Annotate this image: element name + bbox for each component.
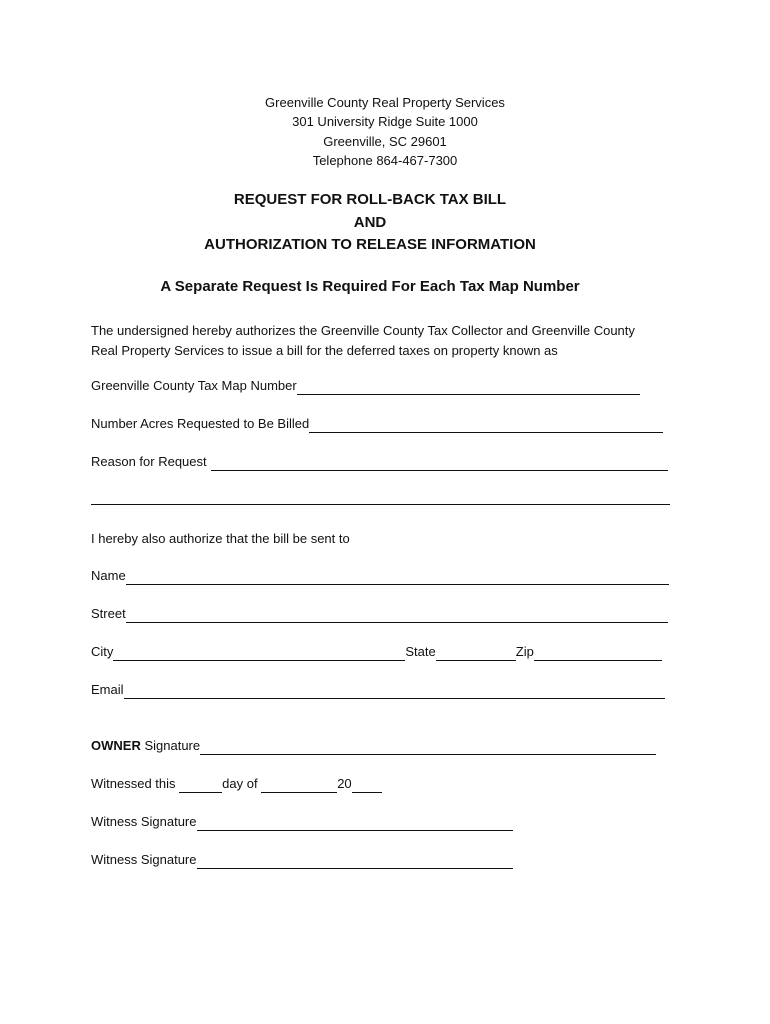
city-state-zip-row <box>91 643 662 661</box>
office-telephone: Telephone 864-467-7300 <box>312 152 458 168</box>
intro-line1: The undersigned hereby authorizes the Greenville County Tax Collector and Greenville County <box>91 323 635 338</box>
office-header <box>0 93 770 170</box>
email-label: Email <box>91 682 124 697</box>
office-address-line1: 301 University Ridge Suite 1000 <box>292 114 478 130</box>
tax-map-number-row <box>91 377 640 395</box>
reason-blank[interactable] <box>211 457 668 471</box>
form-title-line1: REQUEST FOR ROLL-BACK TAX BILL <box>233 191 507 208</box>
acres-label: Number Acres Requested to Be Billed <box>91 416 310 431</box>
reason-continuation-row <box>91 491 670 505</box>
reason-label: Reason for Request <box>91 454 207 469</box>
email-row <box>91 681 665 699</box>
witness-signature-1-blank[interactable] <box>197 817 513 831</box>
city-label: City <box>91 644 114 659</box>
witnessed-this-label: Witnessed this <box>91 776 180 791</box>
name-row <box>91 567 669 585</box>
owner-label: OWNER <box>91 738 141 753</box>
office-name: Greenville County Real Property Services <box>265 95 505 110</box>
form-subtitle: A Separate Request Is Required For Each Tax Map Number <box>160 278 580 295</box>
email-blank[interactable] <box>124 685 665 699</box>
street-row <box>91 605 668 623</box>
intro-paragraph <box>91 321 681 360</box>
day-of-label: day of <box>222 776 262 791</box>
witness-signature-2-row <box>91 851 513 869</box>
witness-signature-2-label: Witness Signature <box>91 852 197 867</box>
witnessed-date-row <box>91 775 382 793</box>
intro-line2: Real Property Services to issue a bill for the deferred taxes on property known as <box>91 342 558 358</box>
reason-row <box>91 453 668 471</box>
name-blank[interactable] <box>126 571 669 585</box>
witnessed-day-blank[interactable] <box>179 779 222 793</box>
year-prefix-label: 20 <box>337 776 352 791</box>
state-blank[interactable] <box>436 647 516 661</box>
acres-row <box>91 415 663 433</box>
witness-signature-1-row <box>91 813 513 831</box>
zip-label: Zip <box>515 644 534 659</box>
street-blank[interactable] <box>126 609 668 623</box>
witness-signature-2-blank[interactable] <box>197 855 513 869</box>
witnessed-month-blank[interactable] <box>261 779 337 793</box>
owner-signature-blank[interactable] <box>200 741 656 755</box>
witnessed-year-blank[interactable] <box>352 779 382 793</box>
send-to-statement: I hereby also authorize that the bill be sent to <box>91 531 350 546</box>
acres-blank[interactable] <box>309 419 663 433</box>
zip-blank[interactable] <box>534 647 662 661</box>
witness-signature-1-label: Witness Signature <box>91 814 197 829</box>
name-label: Name <box>91 568 126 583</box>
state-label: State <box>405 644 436 659</box>
form-title <box>0 189 740 257</box>
reason-continuation-blank[interactable] <box>91 491 670 505</box>
tax-map-number-label: Greenville County Tax Map Number <box>91 378 297 393</box>
form-title-line3: AUTHORIZATION TO RELEASE INFORMATION <box>204 236 536 253</box>
office-address-line2: Greenville, SC 29601 <box>323 133 447 149</box>
owner-signature-row <box>91 737 656 755</box>
tax-map-number-blank[interactable] <box>297 381 640 395</box>
form-title-line2: AND <box>353 213 387 231</box>
owner-signature-label: Signature <box>140 738 201 753</box>
city-blank[interactable] <box>113 647 405 661</box>
street-label: Street <box>91 606 126 621</box>
